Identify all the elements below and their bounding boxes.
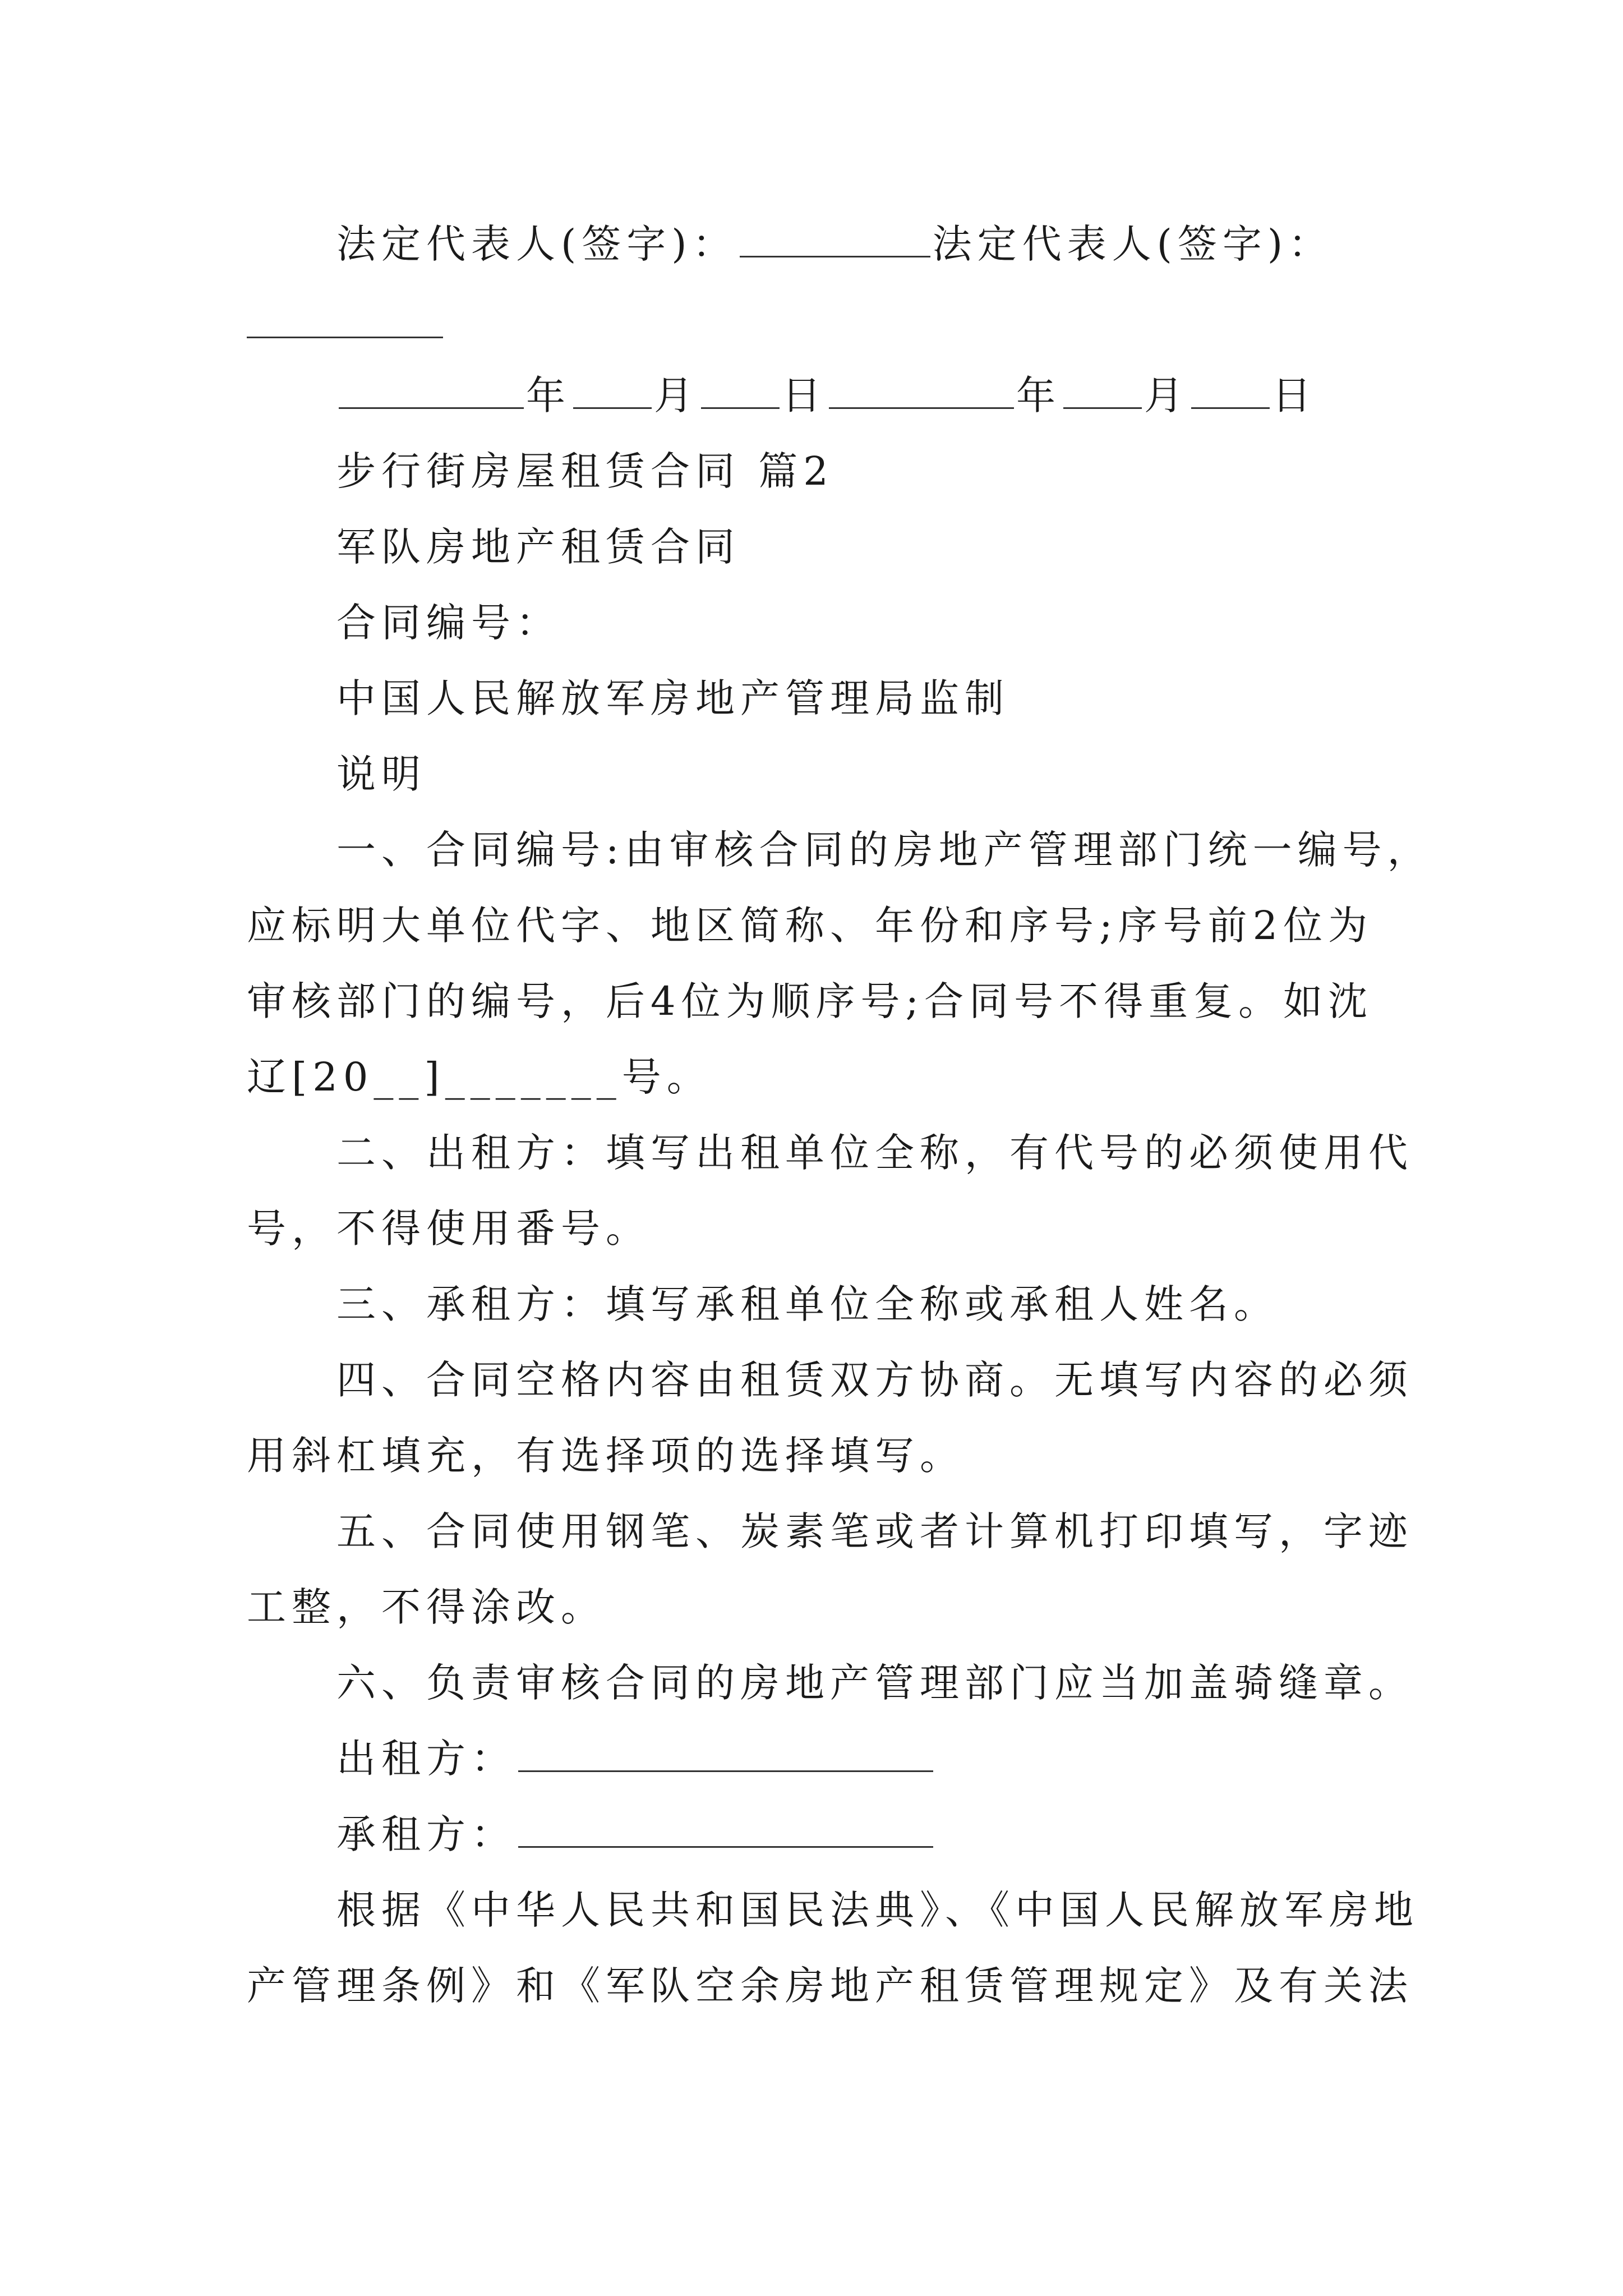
signature-row [336,216,1333,272]
month-label-right: 月 [1144,372,1189,418]
year-label-left: 年 [526,372,571,418]
date-row [336,367,1317,424]
legal-rep-right-blank [247,337,443,338]
month-blank-left [573,368,652,409]
month-label-left: 月 [654,372,699,418]
notes-title: 说明 [336,751,426,797]
year-blank-left [339,368,524,409]
year-label-right: 年 [1016,372,1061,418]
closing-line: 产管理条例》和《军队空余房地产租赁管理规定》及有关法 [247,1963,1413,2009]
note-line: 辽[20__]_______号。 [247,1054,712,1100]
day-label-left: 日 [782,372,827,418]
note-line: 三、承租方：填写承租单位全称或承租人姓名。 [336,1281,1279,1327]
lessor-row [336,1731,935,1787]
contract-number-label: 合同编号： [336,600,561,646]
day-blank-left [701,368,780,409]
closing-line: 根据《中华人民共和国民法典》、《中国人民解放军房地 [336,1887,1419,1933]
note-line: 一、合同编号:由审核合同的房地产管理部门统一编号， [336,827,1432,873]
legal-rep-left-blank [740,217,930,257]
lessor-label: 出租方： [336,1736,516,1782]
note-line: 审核部门的编号，后4位为顺序号;合同号不得重复。如沈 [247,978,1373,1024]
note-line: 六、负责审核合同的房地产管理部门应当加盖骑缝章。 [336,1660,1413,1706]
day-blank-right [1191,368,1270,409]
note-line: 五、合同使用钢笔、炭素笔或者计算机打印填写，字迹 [336,1508,1413,1554]
note-line: 工整，不得涂改。 [247,1584,606,1630]
note-line: 用斜杠填充，有选择项的选择填写。 [247,1433,965,1479]
lessee-row [336,1806,935,1862]
note-line: 二、出租方：填写出租单位全称，有代号的必须使用代 [336,1130,1413,1176]
year-blank-right [829,368,1014,409]
day-label-right: 日 [1272,372,1317,418]
section-heading: 步行街房屋租赁合同 篇2 [336,448,834,494]
contract-title: 军队房地产租赁合同 [336,524,740,570]
note-line: 号，不得使用番号。 [247,1205,651,1251]
lessee-blank [518,1807,933,1848]
month-blank-right [1063,368,1142,409]
lessor-blank [518,1731,933,1772]
lessee-label: 承租方： [336,1811,516,1857]
legal-rep-right-label: 法定代表人(签字)： [932,221,1334,267]
note-line: 四、合同空格内容由租赁双方协商。无填写内容的必须 [336,1357,1413,1403]
supervisor-line: 中国人民解放军房地产管理局监制 [336,675,1009,721]
note-line: 应标明大单位代字、地区简称、年份和序号;序号前2位为 [247,903,1373,949]
legal-rep-left-label: 法定代表人(签字)： [336,221,737,267]
